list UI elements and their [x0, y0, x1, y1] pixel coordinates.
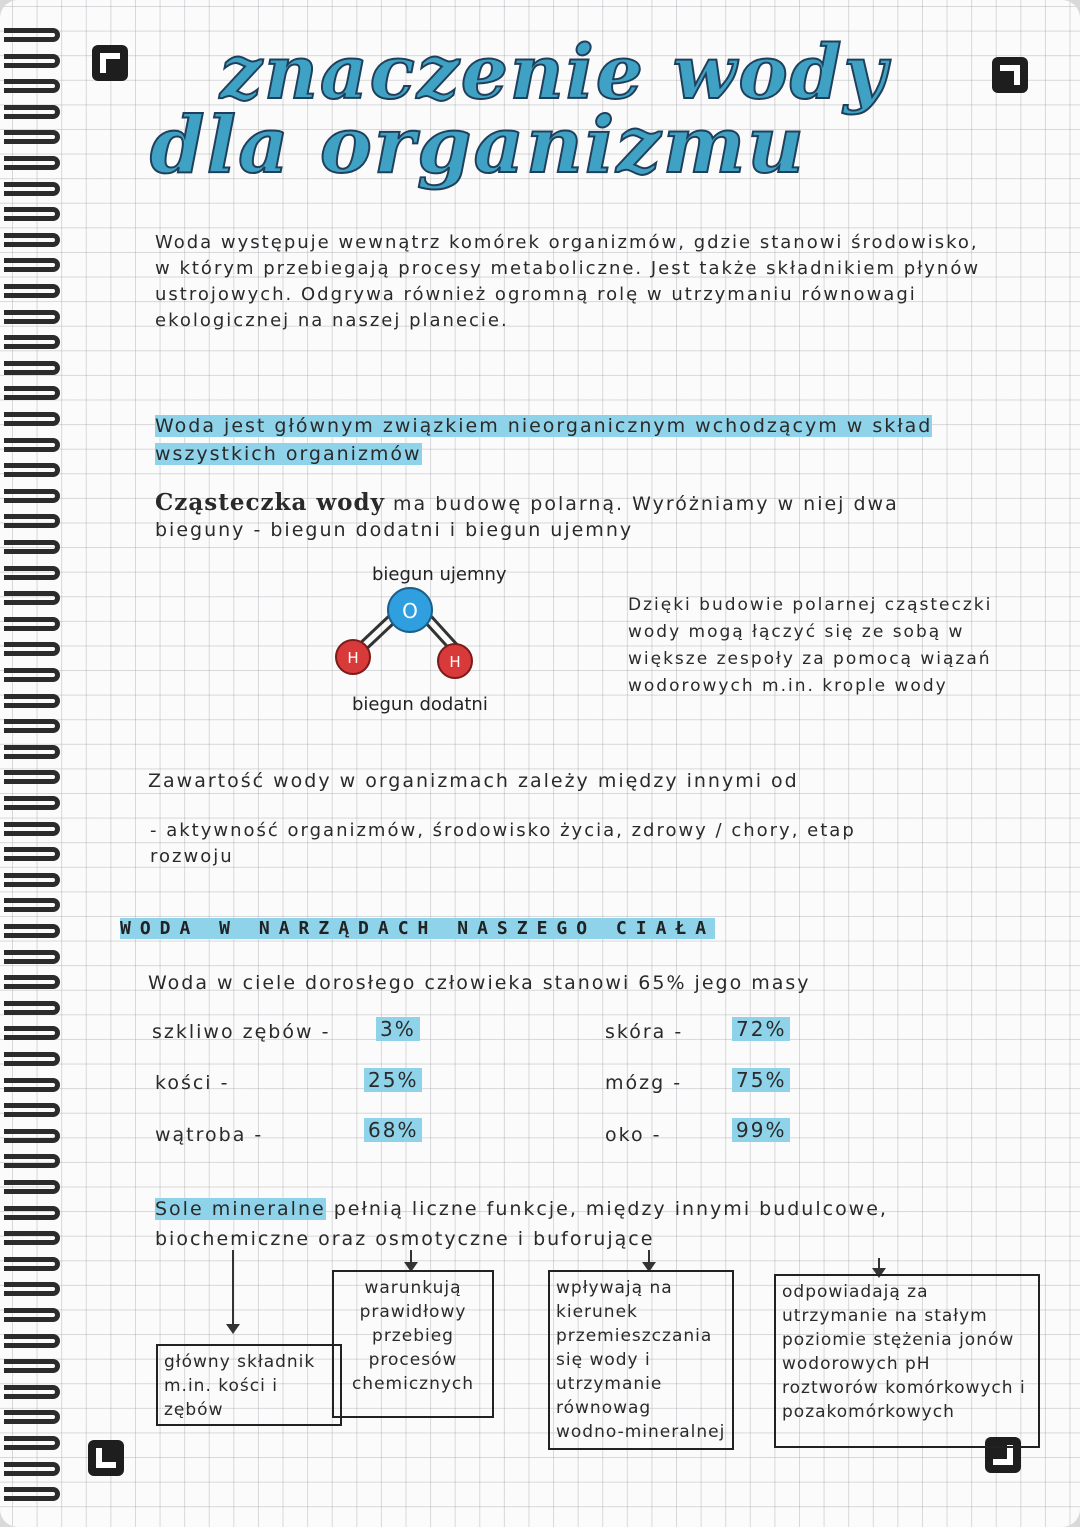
- spiral-coil: [4, 1231, 60, 1245]
- box-structural: główny składnik m.in. kości i zębów: [156, 1344, 342, 1426]
- arrow-buffering: [878, 1258, 880, 1270]
- spiral-coil: [4, 386, 60, 400]
- spiral-coil: [4, 694, 60, 708]
- spiral-coil: [4, 617, 60, 631]
- spiral-coil: [4, 1436, 60, 1450]
- spiral-coil: [4, 975, 60, 989]
- title-line-2: dla organizmu: [150, 100, 806, 191]
- spiral-coil: [4, 642, 60, 656]
- water-content-sentence: Zawartość wody w organizmach zależy między innymi od: [148, 770, 799, 792]
- organ-value-liver: 68%: [364, 1118, 422, 1142]
- oxygen-label: O: [402, 599, 418, 623]
- spiral-coil: [4, 1487, 60, 1501]
- spiral-coil: [4, 284, 60, 298]
- hydrogen-label-left: H: [347, 649, 359, 667]
- spiral-coil: [4, 770, 60, 784]
- spiral-coil: [4, 258, 60, 272]
- minerals-text: pełnią liczne funkcje, między innymi budulcowe, biochemiczne oraz osmotyczne i buforujące: [155, 1198, 888, 1250]
- spiral-coil: [4, 950, 60, 964]
- adult-water-sentence: Woda w ciele dorosłego człowieka stanowi 65% jego masy: [148, 972, 811, 994]
- spiral-coil: [4, 233, 60, 247]
- box-buffering: odpowiadają za utrzymanie na stałym poziomie stężenia jonów wodorowych pH roztworów komórkowych i pozakomórkowych: [774, 1274, 1040, 1448]
- organ-label-liver: wątroba -: [155, 1124, 264, 1146]
- minerals-term: Sole mineralne: [155, 1198, 326, 1220]
- molecule-text: ma budowę polarną. Wyróżniamy w niej dwa bieguny - biegun dodatni i biegun ujemny: [155, 493, 899, 541]
- spiral-coil: [4, 335, 60, 349]
- spiral-coil: [4, 873, 60, 887]
- spiral-coil: [4, 1129, 60, 1143]
- arrow-structural: [232, 1250, 234, 1326]
- spiral-coil: [4, 28, 60, 42]
- organ-value-bones: 25%: [364, 1068, 422, 1092]
- spiral-coil: [4, 1385, 60, 1399]
- organ-value-brain: 75%: [732, 1068, 790, 1092]
- organ-label-bones: kości -: [155, 1072, 230, 1094]
- spiral-coil: [4, 1154, 60, 1168]
- spiral-coil: [4, 1001, 60, 1015]
- spiral-coil: [4, 105, 60, 119]
- highlight-statement-text: Woda jest głównym związkiem nieorganicznym wchodzącym w skład wszystkich organizmów: [155, 415, 933, 465]
- molecule-term: Cząsteczka wody: [155, 489, 385, 516]
- spiral-coil: [4, 1103, 60, 1117]
- spiral-coil: [4, 207, 60, 221]
- hydrogen-bond-note: Dzięki budowie polarnej cząsteczki wody mogą łączyć się ze sobą w większe zespoły za pomocą wiązań wodorowych m.in. krople wody: [628, 595, 993, 696]
- organ-label-brain: mózg -: [605, 1072, 683, 1094]
- spiral-coil: [4, 847, 60, 861]
- spiral-coil: [4, 438, 60, 452]
- spiral-coil: [4, 54, 60, 68]
- spiral-coil: [4, 489, 60, 503]
- organ-value-skin: 72%: [732, 1017, 790, 1041]
- spiral-coil: [4, 182, 60, 196]
- spiral-coil: [4, 310, 60, 324]
- spiral-coil: [4, 540, 60, 554]
- title-line-1: znaczenie wody: [220, 30, 889, 116]
- spiral-coil: [4, 130, 60, 144]
- highlight-statement: [155, 412, 935, 468]
- spiral-coil: [4, 796, 60, 810]
- organ-label-teeth: szkliwo zębów -: [152, 1021, 331, 1043]
- spiral-coil: [4, 898, 60, 912]
- section-heading-organs: [120, 918, 715, 939]
- spiral-coil: [4, 1052, 60, 1066]
- spiral-coil: [4, 822, 60, 836]
- spiral-coil: [4, 1078, 60, 1092]
- spiral-coil: [4, 361, 60, 375]
- organ-value-eye: 99%: [732, 1118, 790, 1142]
- spiral-coil: [4, 79, 60, 93]
- spiral-coil: [4, 463, 60, 477]
- hydrogen-label-right: H: [449, 653, 461, 671]
- organ-label-skin: skóra -: [605, 1021, 684, 1043]
- spiral-coil: [4, 1462, 60, 1476]
- spiral-binding: [0, 0, 70, 1527]
- spiral-coil: [4, 1410, 60, 1424]
- label-positive-pole: biegun dodatni: [352, 694, 488, 715]
- spiral-coil: [4, 1334, 60, 1348]
- arrow-osmotic: [648, 1250, 650, 1264]
- label-negative-pole: biegun ujemny: [372, 564, 507, 585]
- spiral-coil: [4, 1257, 60, 1271]
- spiral-coil: [4, 924, 60, 938]
- spiral-coil: [4, 668, 60, 682]
- spiral-coil: [4, 1180, 60, 1194]
- arrow-biochemical: [410, 1250, 412, 1264]
- section-heading-text: WODA W NARZĄDACH NASZEGO CIAŁA: [120, 918, 716, 939]
- box-biochemical: warunkują prawidłowy przebieg procesów chemicznych: [332, 1270, 494, 1418]
- corner-marker-bottom-left: [88, 1440, 124, 1476]
- spiral-coil: [4, 1026, 60, 1040]
- minerals-sentence: [155, 1194, 975, 1254]
- spiral-coil: [4, 1282, 60, 1296]
- spiral-coil: [4, 1308, 60, 1322]
- spiral-coil: [4, 514, 60, 528]
- spiral-coil: [4, 1359, 60, 1373]
- organ-value-teeth: 3%: [376, 1017, 420, 1041]
- intro-paragraph: Woda występuje wewnątrz komórek organizmów, gdzie stanowi środowisko, w którym przebiegają procesy metaboliczne. Jest także składnikiem płynów ustrojowych. Odgrywa również ogromną rolę w utrzymaniu równowagi ekologicznej na naszej planecie.: [155, 232, 981, 331]
- spiral-coil: [4, 156, 60, 170]
- spiral-coil: [4, 1206, 60, 1220]
- spiral-coil: [4, 591, 60, 605]
- corner-marker-top-left: [92, 45, 128, 81]
- box-osmotic: wpływają na kierunek przemieszczania się wody i utrzymanie równowag wodno-mineralnej: [548, 1270, 734, 1450]
- spiral-coil: [4, 412, 60, 426]
- molecule-paragraph: [155, 490, 955, 543]
- water-content-factors: - aktywność organizmów, środowisko życia, zdrowy / chory, etap rozwoju: [150, 820, 856, 867]
- spiral-coil: [4, 566, 60, 580]
- spiral-coil: [4, 745, 60, 759]
- corner-marker-top-right: [992, 57, 1028, 93]
- water-molecule-diagram: [320, 560, 590, 720]
- spiral-coil: [4, 719, 60, 733]
- organ-label-eye: oko -: [605, 1124, 662, 1146]
